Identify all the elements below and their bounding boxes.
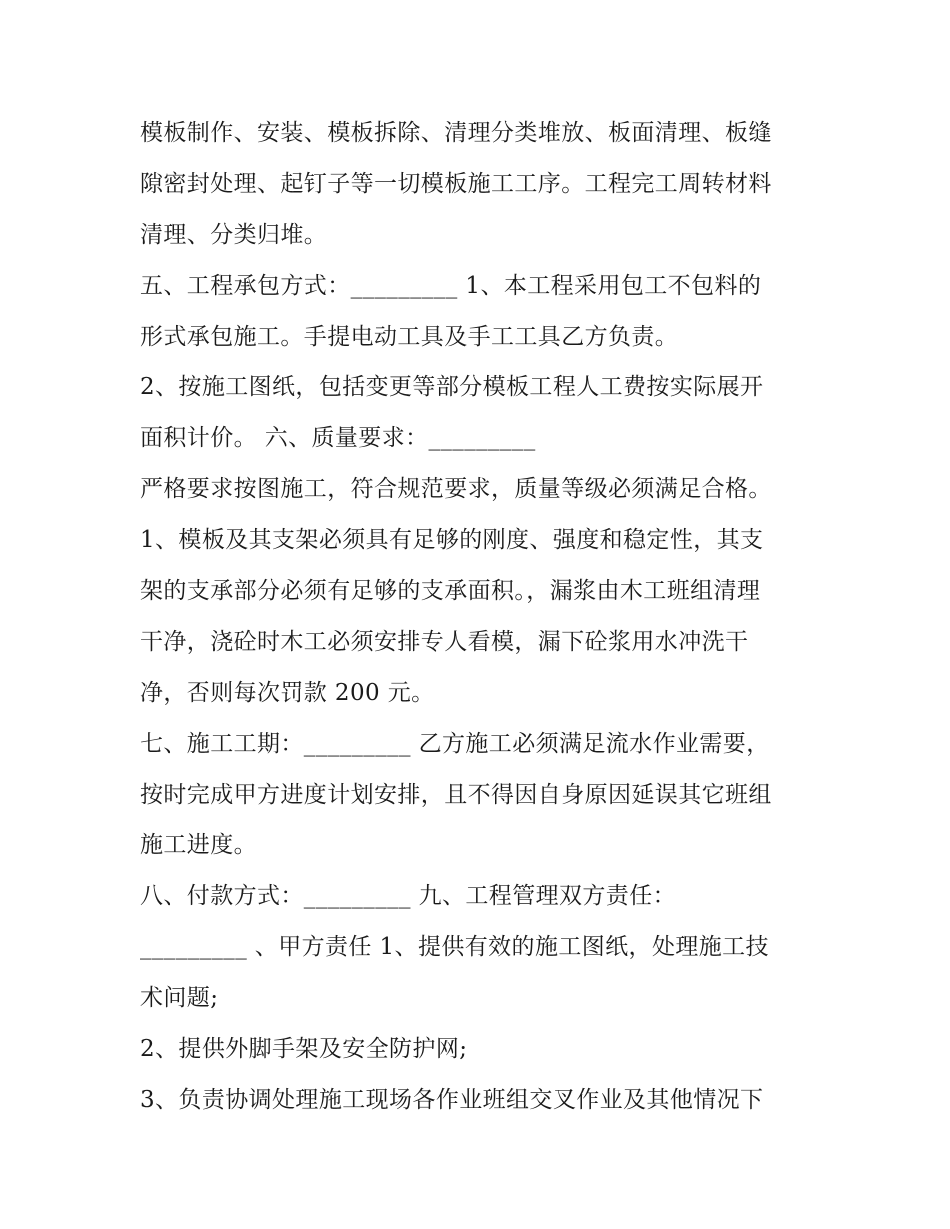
- text-line: 隙密封处理、起钉子等一切模板施工工序。工程完工周转材料: [140, 170, 772, 197]
- section-five-line: 五、工程承包方式：_________ 1、本工程采用包工不包料的: [140, 272, 762, 299]
- section-seven-line: 七、施工工期：_________ 乙方施工必须满足流水作业需要，: [140, 730, 770, 757]
- text-line: 模板制作、安装、模板拆除、清理分类堆放、板面清理、板缝: [140, 120, 772, 146]
- section-six-line: 面积计价。 六、质量要求：_________: [140, 425, 536, 452]
- text-line: 形式承包施工。手提电动工具及手工工具乙方负责。: [140, 323, 679, 350]
- text-line: 清理、分类归堆。: [140, 221, 328, 248]
- contract-body-text: [140, 108, 830, 1126]
- text-line: 净，否则每次罚款 200 元。: [140, 679, 435, 706]
- text-line: 3、负责协调处理施工现场各作业班组交叉作业及其他情况下: [140, 1086, 764, 1113]
- text-line: _________ 、甲方责任 1、提供有效的施工图纸，处理施工技: [140, 934, 769, 961]
- text-line: 按时完成甲方进度计划安排，且不得因自身原因延误其它班组: [140, 781, 772, 808]
- text-line: 严格要求按图施工，符合规范要求，质量等级必须满足合格。: [140, 476, 772, 503]
- text-line: 2、按施工图纸，包括变更等部分模板工程人工费按实际展开: [140, 374, 764, 401]
- section-eight-nine-line: 八、付款方式：_________ 九、工程管理双方责任：: [140, 883, 677, 910]
- text-line: 1、模板及其支架必须具有足够的刚度、强度和稳定性，其支: [140, 527, 764, 554]
- text-line: 术问题;: [140, 985, 219, 1012]
- text-line: 架的支承部分必须有足够的支承面积。，漏浆由木工班组清理: [140, 578, 761, 605]
- text-line: 干净，浇砼时木工必须安排专人看模，漏下砼浆用水冲洗干: [140, 628, 749, 655]
- text-line: 施工进度。: [140, 832, 257, 859]
- text-line: 2、提供外脚手架及安全防护网;: [140, 1036, 468, 1063]
